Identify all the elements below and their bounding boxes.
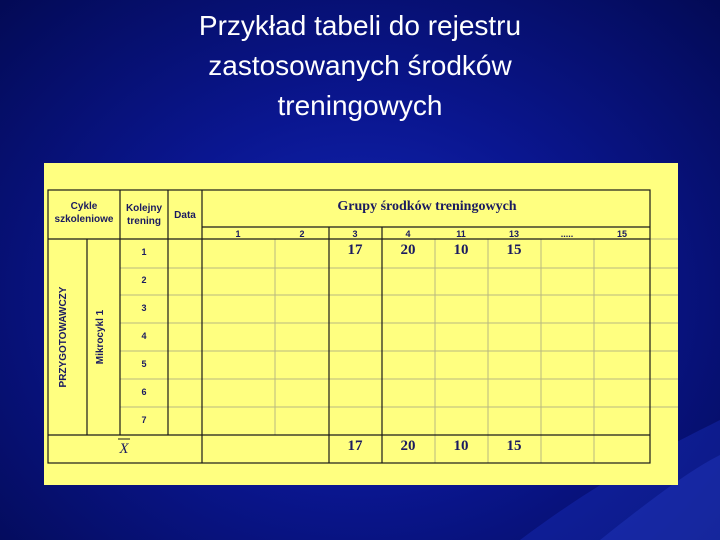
training-number: 2 — [141, 275, 147, 285]
row-1-value: 10 — [453, 242, 469, 258]
training-number: 5 — [141, 359, 147, 369]
header-date: Data — [174, 210, 196, 221]
header-training-line2: trening — [127, 216, 161, 227]
grid-lines-light — [120, 239, 678, 463]
header-cycles-line1: Cykle — [70, 201, 98, 212]
slide-title — [60, 6, 660, 126]
title-line-1: Przykład tabeli do rejestru — [198, 10, 522, 41]
title-line-2: zastosowanych środków — [208, 50, 512, 81]
training-register-table — [44, 163, 678, 485]
group-column-number: 3 — [352, 229, 358, 239]
group-column-number: 4 — [405, 229, 411, 239]
microcycle-label: Mikrocykl 1 — [95, 309, 106, 365]
header-groups: Grupy środków treningowych — [337, 199, 517, 214]
header-cycles-line2: szkoleniowe — [54, 214, 114, 225]
group-column-number: 15 — [616, 229, 628, 239]
mean-value: 17 — [347, 438, 363, 454]
mean-symbol: X — [119, 441, 129, 457]
group-column-number: ..... — [560, 229, 574, 239]
row-1-value: 20 — [400, 242, 416, 258]
grid-lines-bold — [48, 190, 650, 463]
period-label: PRZYGOTOWAWCZY — [58, 286, 69, 388]
title-line-3: treningowych — [277, 90, 443, 121]
training-number: 6 — [141, 387, 147, 397]
training-number: 7 — [141, 415, 147, 425]
training-number: 3 — [141, 303, 147, 313]
group-column-number: 13 — [508, 229, 520, 239]
group-column-number: 1 — [235, 229, 241, 239]
training-numbers — [141, 247, 146, 425]
mean-value: 10 — [453, 438, 469, 454]
header-training-line1: Kolejny — [125, 203, 163, 214]
group-column-numbers — [235, 229, 627, 239]
mean-value: 15 — [506, 438, 522, 454]
training-number: 4 — [141, 331, 147, 341]
mean-value: 20 — [400, 438, 416, 454]
group-column-number: 11 — [456, 229, 466, 239]
row-1-value: 17 — [347, 242, 363, 258]
row-1-value: 15 — [506, 242, 522, 258]
table-grid — [44, 163, 678, 485]
training-number: 1 — [141, 247, 147, 257]
group-column-number: 2 — [299, 229, 305, 239]
